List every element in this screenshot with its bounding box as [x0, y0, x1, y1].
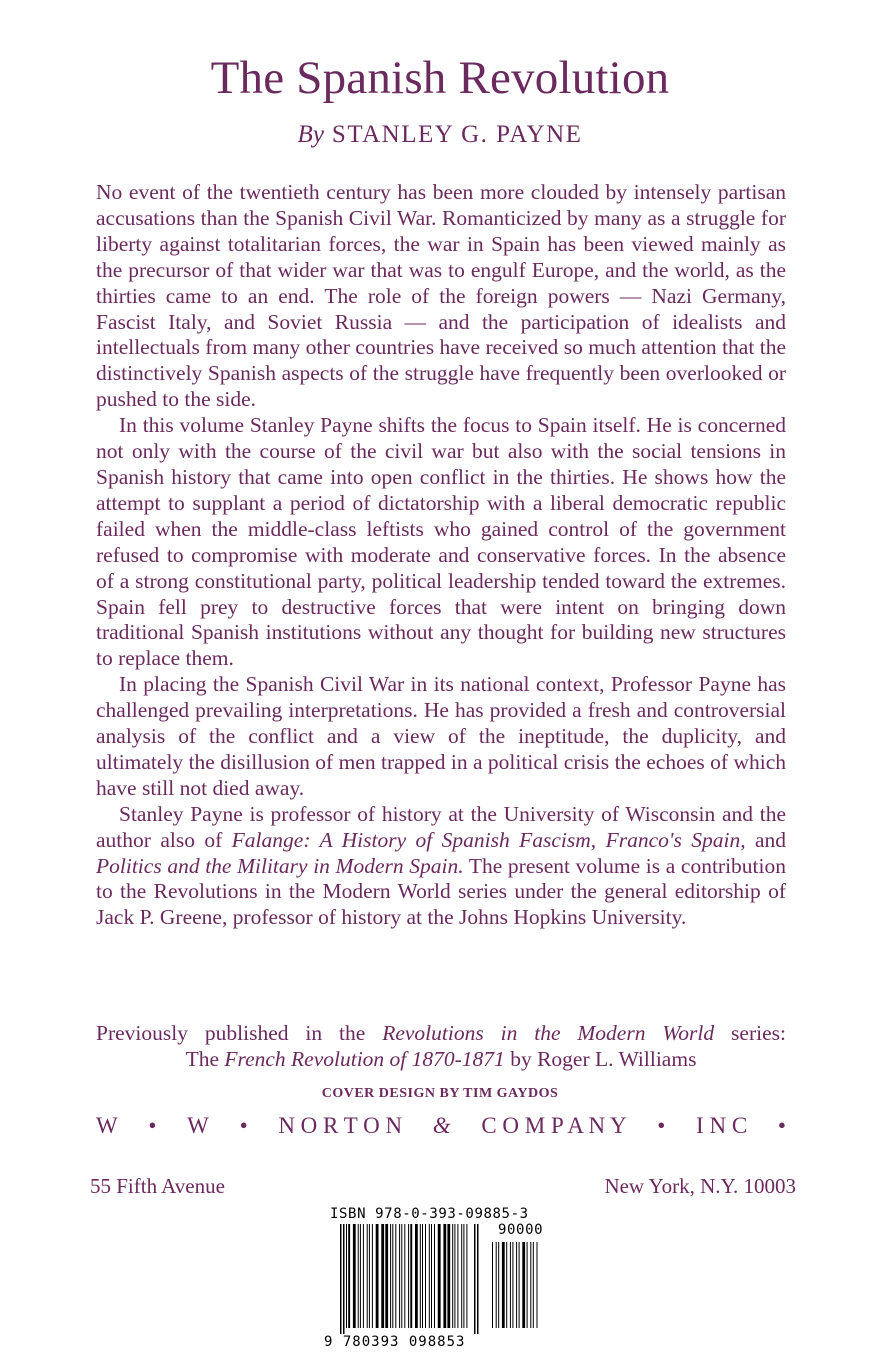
- blurb-paragraph-3: In placing the Spanish Civil War in its national context, Professor Payne has challenged prevailing interpretations. He has provided a fresh and controversial analysis of the conflict and a view of the ineptitude, the duplicity, and ultimately the disillusion of men trapped in a political crisis the echoes of which have still not died away.: [96, 672, 786, 800]
- book-title: The Spanish Revolution: [210, 52, 670, 104]
- bio-text: Stanley Payne is professor of history at the University of Wisconsin and the author also of: [96, 801, 786, 852]
- addon-bar: [496, 1242, 497, 1328]
- barcode-bar: [399, 1224, 400, 1328]
- barcode-bar: [348, 1224, 350, 1328]
- barcode-bar: [434, 1224, 435, 1328]
- barcode-bar: [420, 1224, 421, 1328]
- city-address: New York, N.Y. 10003: [604, 1174, 796, 1198]
- publisher-imprint: [96, 1110, 786, 1142]
- blurb-paragraph-2: In this volume Stanley Payne shifts the focus to Spain itself. He is concerned not only with the course of the civil war but also with the social tensions in Spanish history that came into open conflict in the thirties. He shows how the attempt to supplant a period of dictatorship with a liberal democratic republic failed when the middle-class leftists who gained control of the government refused to compromise with moderate and conservative forces. In the absence of a strong constitutional party, political leadership tended toward the extremes. Spain fell prey to destructive forces that were intent on bringing down traditional Spanish institutions without any thought for building new structures to replace them.: [96, 413, 786, 671]
- author-bio: [96, 802, 786, 932]
- barcode-bar: [410, 1224, 412, 1328]
- barcode-bar: [401, 1224, 402, 1328]
- isbn-barcode: [322, 1206, 566, 1356]
- barcode-bar: [466, 1224, 467, 1328]
- barcode-guard-bar: [340, 1224, 342, 1334]
- barcode-guard-bar: [343, 1224, 345, 1334]
- bio-text: The present volume is a contribution to the Revolutions in the Modern World series under the general editorship of Jack P. Greene, professor of history at the Johns Hopkins University.: [96, 853, 786, 930]
- cover-design-credit: COVER DESIGN BY TIM GAYDOS: [321, 1086, 559, 1101]
- barcode-bar: [369, 1224, 370, 1328]
- previously-line-1: [96, 1020, 786, 1046]
- addon-bar: [510, 1242, 511, 1328]
- addon-bar: [492, 1242, 493, 1328]
- barcode-bar: [415, 1224, 418, 1328]
- barcode-bar: [363, 1224, 364, 1328]
- prev-text: Previously published in the: [96, 1021, 383, 1045]
- barcode-bar: [408, 1224, 409, 1328]
- barcode-bar: [438, 1224, 441, 1328]
- prev-text: by Roger L. Williams: [504, 1047, 697, 1071]
- price-code: 90000: [498, 1222, 544, 1238]
- publisher-token: N O R T O N: [278, 1113, 403, 1138]
- barcode-bar: [358, 1224, 359, 1328]
- prev-text: series:: [714, 1021, 786, 1045]
- barcode-bar: [372, 1224, 373, 1328]
- previous-book-title: French Revolution of 1870-1871: [224, 1047, 505, 1071]
- barcode-bar: [452, 1224, 453, 1328]
- addon-bar: [502, 1242, 505, 1328]
- bio-text: and: [745, 827, 787, 852]
- addon-bar: [533, 1242, 534, 1328]
- addon-bar: [506, 1242, 507, 1328]
- isbn-text: ISBN 978-0-393-09885-3: [330, 1206, 529, 1222]
- bio-book-titles: Falange: A History of Spanish Fascism, Franco's Spain,: [231, 827, 746, 852]
- barcode-bar: [429, 1224, 430, 1328]
- ean-digits: 9 780393 098853: [324, 1334, 466, 1350]
- publisher-address: [90, 1172, 796, 1200]
- barcode-bar: [425, 1224, 426, 1328]
- addon-bar: [512, 1242, 513, 1328]
- barcode-bar: [454, 1224, 455, 1328]
- publisher-token: I N C: [696, 1113, 748, 1138]
- publisher-token: •: [657, 1113, 666, 1138]
- publisher-token: W: [187, 1113, 209, 1138]
- addon-bar: [516, 1242, 517, 1328]
- barcode-bar: [381, 1224, 384, 1328]
- byline: [0, 118, 880, 152]
- barcode-bar: [447, 1224, 450, 1328]
- barcode-bar: [461, 1224, 462, 1328]
- publisher-token: &: [432, 1113, 451, 1138]
- addon-bar: [522, 1242, 525, 1328]
- barcode-bar: [404, 1224, 405, 1328]
- barcode-bar: [376, 1224, 379, 1328]
- barcode-bar: [392, 1224, 393, 1328]
- byline-by: By: [297, 121, 324, 148]
- barcode-bar: [353, 1224, 356, 1328]
- publisher-token: W: [96, 1113, 118, 1138]
- barcode-bar: [367, 1224, 368, 1328]
- blurb-paragraph-1: No event of the twentieth century has been more clouded by intensely partisan accusations than the Spanish Civil War. Romanticized by many as a struggle for liberty against totalitarian forces, the war in Spain has been viewed mainly as the precursor of that wider war that was to engulf Europe, and the world, as the thirties came to an end. The role of the foreign powers — Nazi Germany, Fascist Italy, and Soviet Russia — and the participation of idealists and intellectuals from many other countries have received so much attention that the distinctively Spanish aspects of the struggle have frequently been overlooked or pushed to the side.: [96, 180, 786, 412]
- barcode-bar: [346, 1224, 347, 1328]
- barcode-bar: [422, 1224, 423, 1328]
- addon-bar: [527, 1242, 528, 1328]
- addon-bar: [530, 1242, 531, 1328]
- barcode-bar: [390, 1224, 391, 1328]
- addon-bar: [498, 1242, 499, 1328]
- barcode-bar: [443, 1224, 446, 1328]
- barcode-bar: [385, 1224, 388, 1328]
- blurb: [96, 180, 786, 931]
- barcode-guard-bar: [474, 1224, 476, 1334]
- publisher-token: C O M P A N Y: [481, 1113, 627, 1138]
- street-address: 55 Fifth Avenue: [90, 1174, 225, 1198]
- barcode-bar: [463, 1224, 464, 1328]
- publisher-token: •: [777, 1113, 786, 1138]
- addon-bar: [519, 1242, 520, 1328]
- previously-published: [96, 1020, 786, 1072]
- barcode-guard-bar: [477, 1224, 479, 1334]
- barcode-bar: [457, 1224, 458, 1328]
- previously-line-2: [96, 1046, 786, 1072]
- prev-text: The: [185, 1047, 225, 1071]
- author-name: STANLEY G. PAYNE: [331, 121, 583, 148]
- barcode-bar: [395, 1224, 396, 1328]
- publisher-token: •: [239, 1113, 248, 1138]
- publisher-token: •: [148, 1113, 157, 1138]
- bio-book-title: Politics and the Military in Modern Spain.: [96, 853, 464, 878]
- barcode-bar: [360, 1224, 361, 1328]
- addon-bar: [537, 1242, 538, 1328]
- series-title: Revolutions in the Modern World: [382, 1021, 715, 1045]
- barcode-bar: [431, 1224, 432, 1328]
